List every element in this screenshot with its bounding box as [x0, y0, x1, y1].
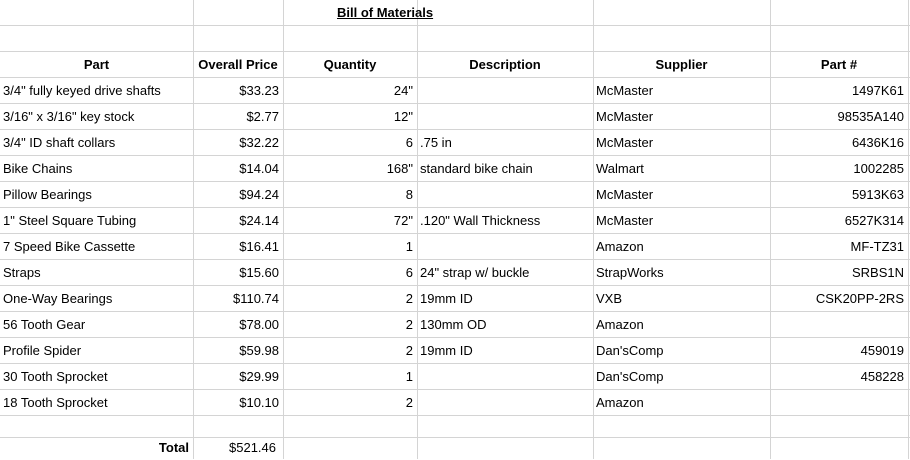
- cell-description[interactable]: [417, 78, 593, 104]
- cell-description[interactable]: [417, 234, 593, 260]
- cell-description[interactable]: [417, 364, 593, 390]
- cell-description[interactable]: 19mm ID: [420, 291, 473, 306]
- cell-partnum[interactable]: 1497K61: [851, 83, 904, 98]
- cell-supplier[interactable]: Amazon: [596, 317, 644, 332]
- cell-part[interactable]: Profile Spider: [3, 343, 82, 358]
- cell-quantity[interactable]: 8: [405, 187, 413, 202]
- cell-supplier[interactable]: Amazon: [596, 395, 644, 410]
- cell-price[interactable]: $110.74: [232, 291, 279, 306]
- cell-partnum[interactable]: [770, 390, 908, 416]
- cell-partnum[interactable]: 6527K314: [844, 213, 904, 228]
- cell-part[interactable]: 3/4" ID shaft collars: [3, 135, 116, 150]
- cell-price[interactable]: $29.99: [239, 369, 279, 384]
- cell-price[interactable]: $14.04: [239, 161, 279, 176]
- cell-quantity[interactable]: 2: [405, 343, 413, 358]
- cell-quantity[interactable]: 2: [405, 395, 413, 410]
- cell-supplier[interactable]: Dan'sComp: [596, 343, 664, 358]
- total-value[interactable]: $521.46: [229, 440, 276, 455]
- cell-supplier[interactable]: McMaster: [596, 135, 654, 150]
- cell-quantity[interactable]: 72": [393, 213, 413, 228]
- cell-quantity[interactable]: 2: [405, 291, 413, 306]
- header-quantity[interactable]: Quantity: [323, 57, 377, 72]
- cell-quantity[interactable]: 1: [405, 369, 413, 384]
- cell-partnum[interactable]: [770, 312, 908, 338]
- cell-part[interactable]: Straps: [3, 265, 41, 280]
- cell-part[interactable]: 1" Steel Square Tubing: [3, 213, 137, 228]
- cell-supplier[interactable]: VXB: [596, 291, 623, 306]
- cell-price[interactable]: $78.00: [239, 317, 279, 332]
- cell-description[interactable]: [417, 104, 593, 130]
- cell-partnum[interactable]: 1002285: [853, 161, 904, 176]
- gridline: [908, 0, 909, 459]
- header-part[interactable]: Part: [83, 57, 110, 72]
- header-partnum[interactable]: Part #: [820, 57, 858, 72]
- cell-part[interactable]: One-Way Bearings: [3, 291, 113, 306]
- cell-price[interactable]: $24.14: [239, 213, 279, 228]
- cell-supplier[interactable]: McMaster: [596, 187, 654, 202]
- cell-quantity[interactable]: 2: [405, 317, 413, 332]
- cell-supplier[interactable]: Walmart: [596, 161, 644, 176]
- cell-partnum[interactable]: MF-TZ31: [850, 239, 904, 254]
- cell-part[interactable]: 18 Tooth Sprocket: [3, 395, 108, 410]
- total-label[interactable]: Total: [158, 440, 189, 455]
- cell-description[interactable]: .75 in: [420, 135, 452, 150]
- cell-partnum[interactable]: 459019: [860, 343, 904, 358]
- cell-description[interactable]: 130mm OD: [420, 317, 487, 332]
- cell-part[interactable]: 30 Tooth Sprocket: [3, 369, 108, 384]
- header-price[interactable]: Overall Price: [198, 57, 278, 72]
- cell-supplier[interactable]: McMaster: [596, 213, 654, 228]
- cell-part[interactable]: 3/16" x 3/16" key stock: [3, 109, 135, 124]
- cell-price[interactable]: $2.77: [246, 109, 279, 124]
- cell-price[interactable]: $16.41: [239, 239, 279, 254]
- cell-part[interactable]: 7 Speed Bike Cassette: [3, 239, 136, 254]
- cell-description[interactable]: 19mm ID: [420, 343, 473, 358]
- cell-part[interactable]: 3/4" fully keyed drive shafts: [3, 83, 161, 98]
- cell-partnum[interactable]: 458228: [860, 369, 904, 384]
- cell-supplier[interactable]: Dan'sComp: [596, 369, 664, 384]
- cell-quantity[interactable]: 6: [405, 135, 413, 150]
- gridline: [0, 25, 910, 26]
- cell-supplier[interactable]: Amazon: [596, 239, 644, 254]
- cell-description[interactable]: [417, 182, 593, 208]
- cell-price[interactable]: $10.10: [239, 395, 279, 410]
- cell-part[interactable]: 56 Tooth Gear: [3, 317, 86, 332]
- header-supplier[interactable]: Supplier: [655, 57, 708, 72]
- header-description[interactable]: Description: [469, 57, 541, 72]
- cell-price[interactable]: $15.60: [239, 265, 279, 280]
- cell-partnum[interactable]: 6436K16: [851, 135, 904, 150]
- cell-quantity[interactable]: 1: [405, 239, 413, 254]
- cell-partnum[interactable]: 5913K63: [851, 187, 904, 202]
- cell-description[interactable]: .120" Wall Thickness: [420, 213, 541, 228]
- cell-part[interactable]: Pillow Bearings: [3, 187, 92, 202]
- cell-supplier[interactable]: McMaster: [596, 109, 654, 124]
- cell-quantity[interactable]: 168": [386, 161, 413, 176]
- cell-quantity[interactable]: 6: [405, 265, 413, 280]
- cell-partnum[interactable]: SRBS1N: [851, 265, 904, 280]
- cell-partnum[interactable]: 98535A140: [837, 109, 904, 124]
- cell-supplier[interactable]: StrapWorks: [596, 265, 664, 280]
- cell-description[interactable]: standard bike chain: [420, 161, 533, 176]
- cell-quantity[interactable]: 24": [393, 83, 413, 98]
- cell-price[interactable]: $94.24: [239, 187, 279, 202]
- cell-description[interactable]: 24" strap w/ buckle: [420, 265, 530, 280]
- cell-quantity[interactable]: 12": [393, 109, 413, 124]
- sheet-title[interactable]: Bill of Materials: [337, 5, 434, 20]
- cell-price[interactable]: $32.22: [239, 135, 279, 150]
- cell-price[interactable]: $33.23: [239, 83, 279, 98]
- cell-part[interactable]: Bike Chains: [3, 161, 73, 176]
- cell-partnum[interactable]: CSK20PP-2RS: [815, 291, 904, 306]
- cell-price[interactable]: $59.98: [239, 343, 279, 358]
- cell-description[interactable]: [417, 390, 593, 416]
- cell-supplier[interactable]: McMaster: [596, 83, 654, 98]
